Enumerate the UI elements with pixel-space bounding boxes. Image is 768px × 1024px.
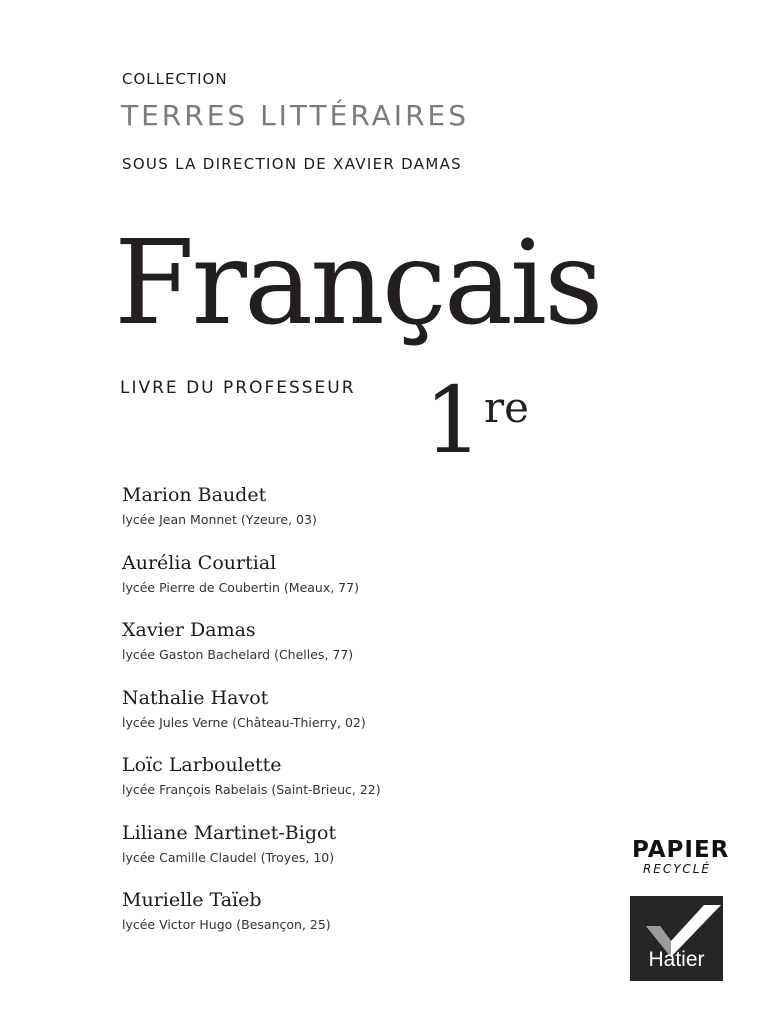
author-name: Marion Baudet bbox=[122, 484, 267, 506]
author-name: Loïc Larboulette bbox=[122, 754, 282, 776]
author-school: lycée Victor Hugo (Besançon, 25) bbox=[122, 917, 331, 932]
author-school: lycée Camille Claudel (Troyes, 10) bbox=[122, 849, 335, 865]
collection-label: COLLECTION bbox=[122, 70, 228, 88]
author-school: lycée François Rabelais (Saint-Brieuc, 22) bbox=[122, 782, 381, 797]
author-school: lycée Jean Monnet (Yzeure, 03) bbox=[122, 512, 317, 527]
author-name: Nathalie Havot bbox=[122, 686, 269, 709]
series-name: TERRES LITTÉRAIRES bbox=[121, 99, 469, 132]
author-name: Liliane Martinet-Bigot bbox=[122, 821, 337, 844]
publisher-name: Hatier bbox=[648, 948, 705, 971]
author-name: Murielle Taïeb bbox=[122, 889, 262, 911]
author-school: lycée Gaston Bachelard (Chelles, 77) bbox=[122, 647, 354, 662]
hatier-logo bbox=[630, 896, 723, 981]
book-subtitle: LIVRE DU PROFESSEUR bbox=[120, 378, 356, 398]
author-entry bbox=[122, 752, 542, 820]
author-entry bbox=[122, 685, 542, 753]
author-name: Xavier Damas bbox=[122, 619, 256, 641]
author-entry bbox=[122, 887, 542, 955]
author-name: Aurélia Courtial bbox=[122, 551, 277, 574]
author-list bbox=[122, 482, 542, 955]
author-school: lycée Pierre de Coubertin (Meaux, 77) bbox=[122, 579, 359, 595]
book-title: Français bbox=[114, 216, 601, 351]
author-entry bbox=[122, 482, 542, 550]
recycled-paper-line2: RECYCLÉ bbox=[642, 862, 712, 876]
author-entry bbox=[122, 820, 542, 888]
editor-direction: SOUS LA DIRECTION DE XAVIER DAMAS bbox=[122, 155, 462, 173]
author-school: lycée Jules Verne (Château-Thierry, 02) bbox=[122, 714, 366, 730]
author-entry bbox=[122, 550, 542, 618]
grade-number: 1 bbox=[424, 367, 483, 474]
grade-suffix: re bbox=[484, 383, 529, 432]
recycled-paper-mark bbox=[632, 837, 730, 876]
recycled-paper-line1: PAPIER bbox=[632, 837, 730, 863]
author-entry bbox=[122, 617, 542, 685]
